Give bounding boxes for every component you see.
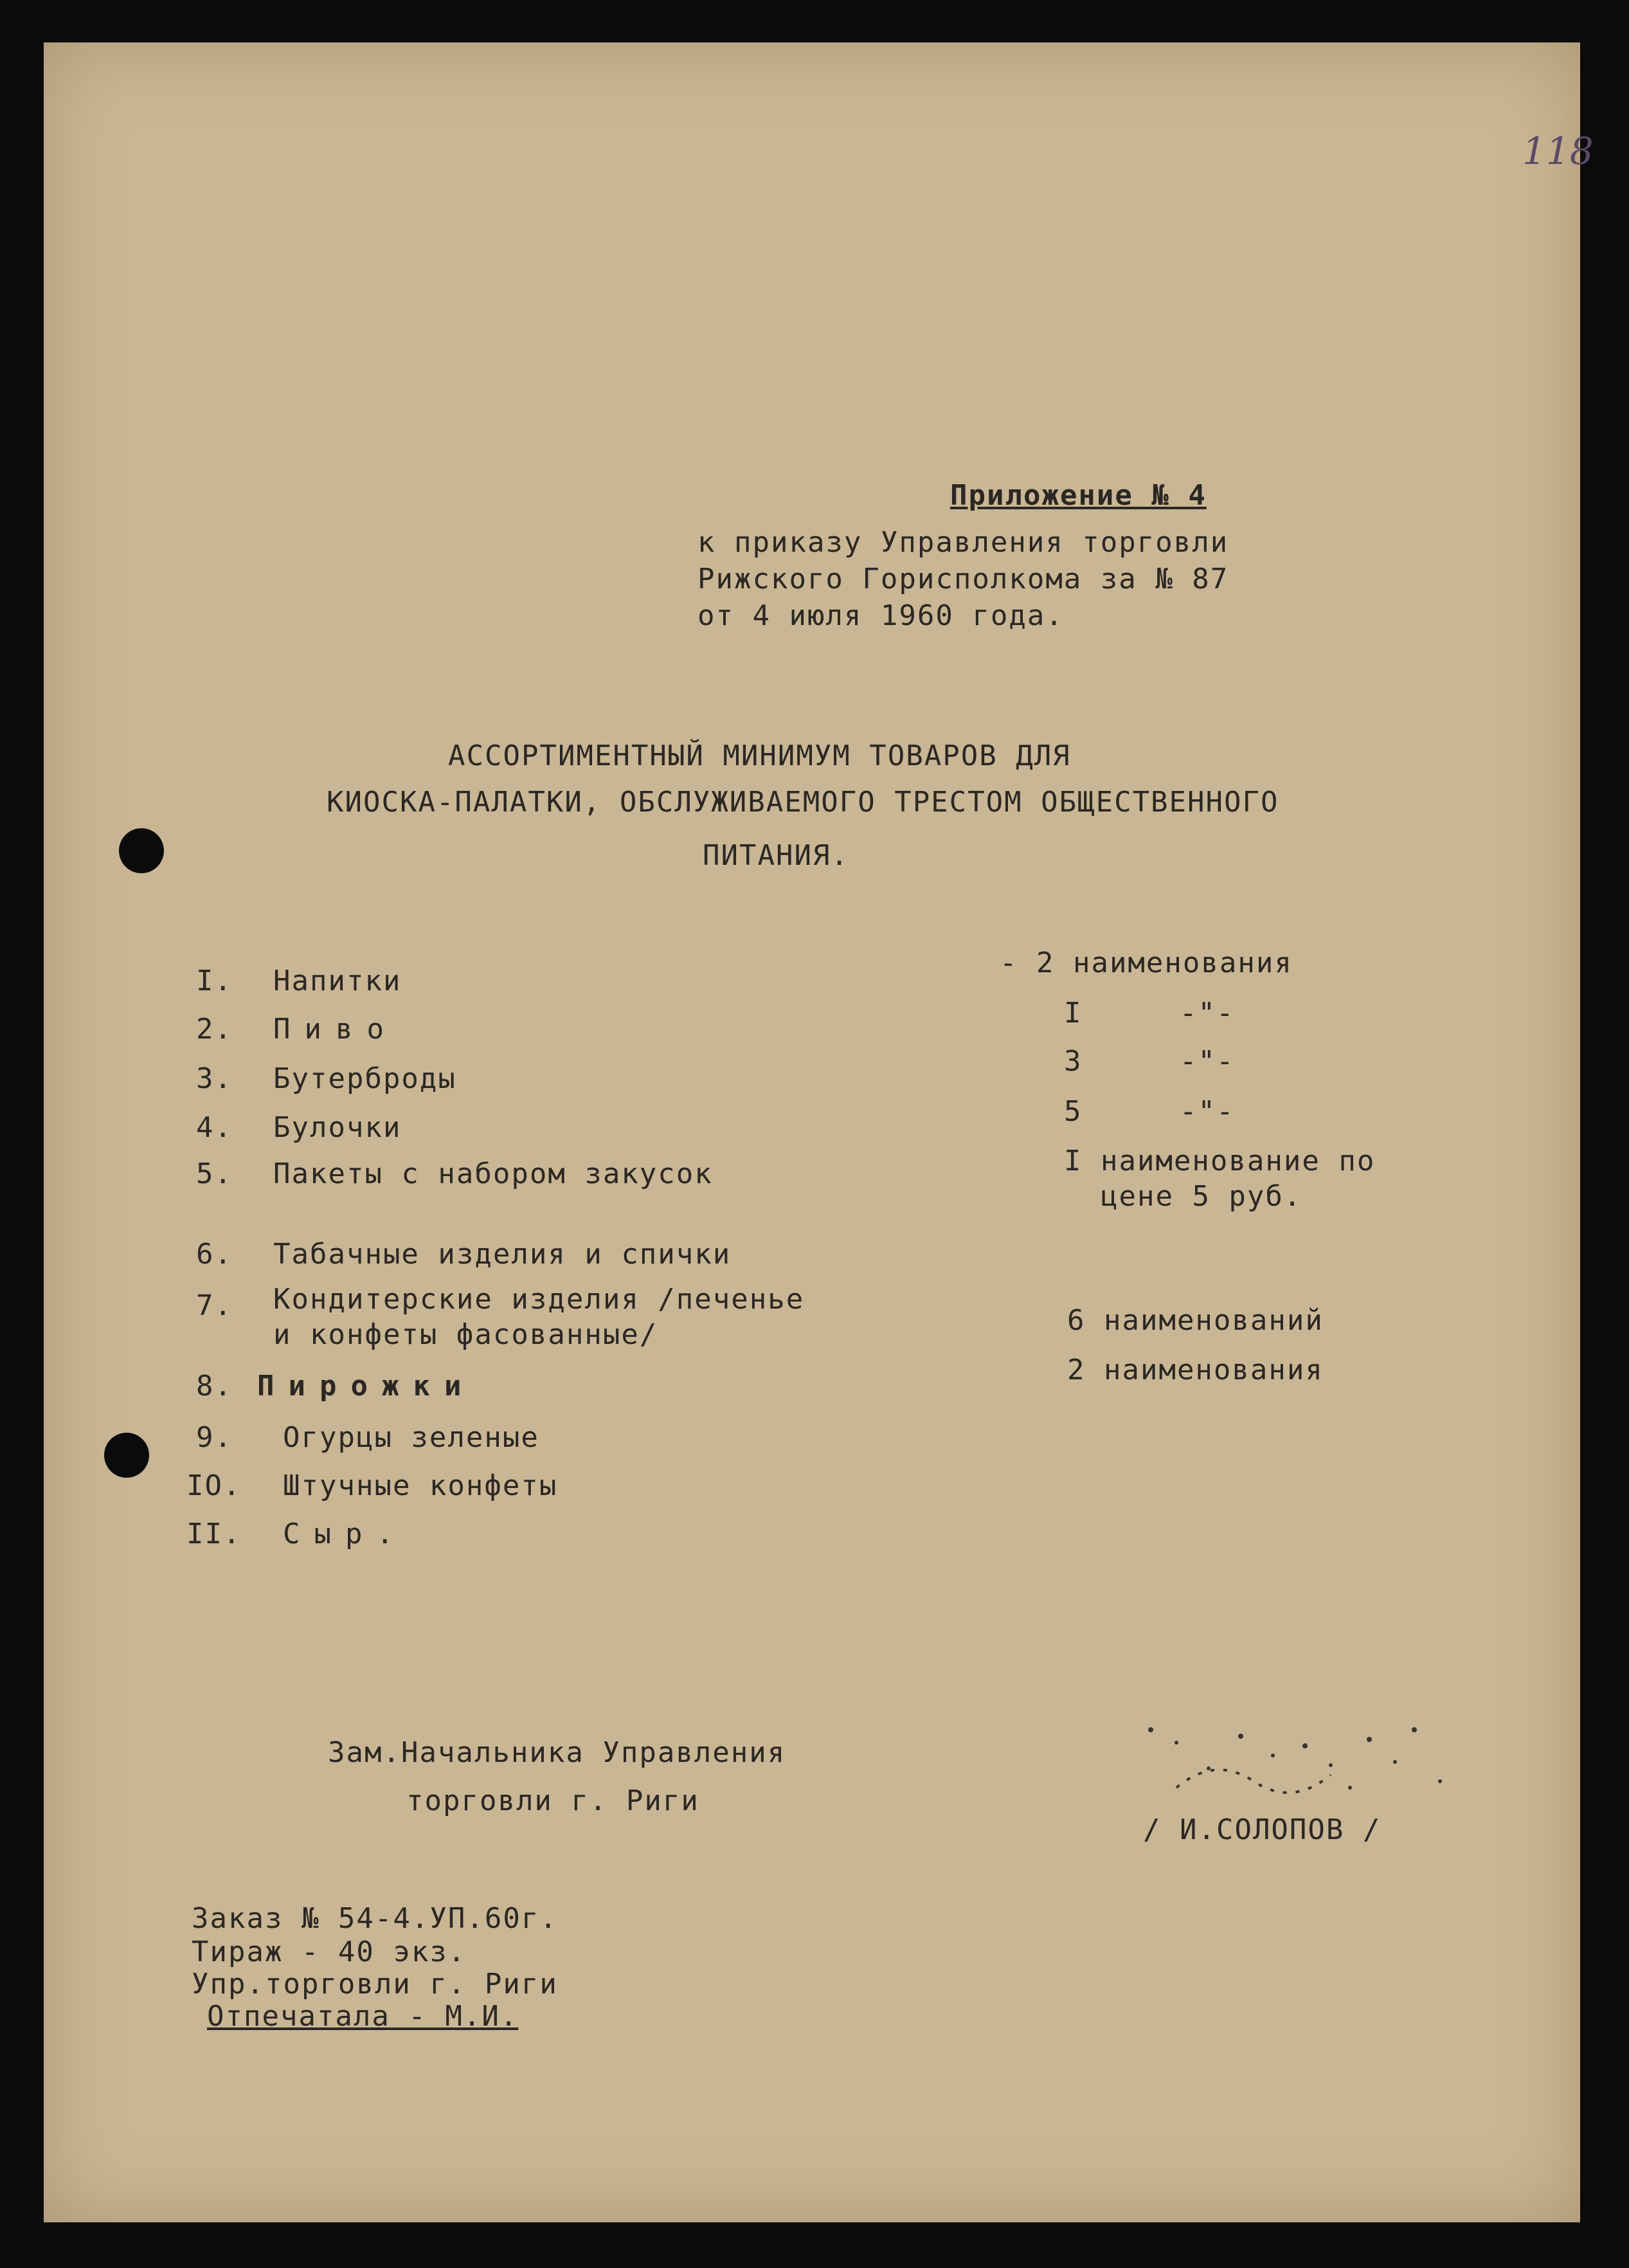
document-title-line-1: АССОРТИМЕНТНЫЙ МИНИМУМ ТОВАРОВ ДЛЯ bbox=[448, 739, 1071, 772]
item-name: Кондитерские изделия /печенье bbox=[273, 1283, 805, 1316]
item-name: Табачные изделия и спички bbox=[273, 1238, 732, 1271]
item-name: Сыр. bbox=[283, 1518, 408, 1550]
punch-hole bbox=[104, 1433, 149, 1478]
signatory-position-line-2: торговли г. Риги bbox=[406, 1784, 699, 1817]
ditto-mark: -"- bbox=[1180, 997, 1235, 1030]
print-order-line: Заказ № 54-4.УП.60г. bbox=[192, 1902, 558, 1935]
item-number: 8. bbox=[196, 1370, 233, 1402]
punch-hole bbox=[119, 828, 164, 873]
item-number: 3. bbox=[196, 1062, 233, 1095]
item-number: 5. bbox=[196, 1157, 233, 1190]
item-quantity: I наименование по bbox=[1064, 1145, 1376, 1177]
item-quantity-number: 5 bbox=[1064, 1095, 1083, 1128]
item-number: 4. bbox=[196, 1111, 233, 1144]
item-name: Пиво bbox=[273, 1013, 398, 1046]
ditto-mark: -"- bbox=[1180, 1095, 1235, 1128]
document-title-line-3: ПИТАНИЯ. bbox=[703, 839, 849, 872]
item-name: Напитки bbox=[273, 965, 402, 997]
header-line-3: от 4 июля 1960 года. bbox=[698, 599, 1064, 632]
item-name: Штучные конфеты bbox=[283, 1469, 558, 1502]
item-quantity-continued: цене 5 руб. bbox=[1101, 1180, 1302, 1213]
header-line-1: к приказу Управления торговли bbox=[698, 526, 1229, 559]
document-title-line-2: КИОСКА-ПАЛАТКИ, ОБСЛУЖИВАЕМОГО ТРЕСТОМ ОБЩЕСТВЕННОГО bbox=[327, 786, 1279, 819]
print-office-line: Упр.торговли г. Риги bbox=[192, 1968, 558, 2000]
item-name: Пакеты с набором закусок bbox=[273, 1157, 713, 1190]
item-quantity: 6 наименований bbox=[1067, 1304, 1324, 1337]
item-number: I. bbox=[196, 965, 233, 997]
typist-line: Отпечатала - М.И. bbox=[207, 2000, 519, 2033]
item-quantity: - 2 наименования bbox=[1000, 947, 1293, 979]
print-run-line: Тираж - 40 экз. bbox=[192, 1936, 467, 1968]
item-quantity-number: I bbox=[1064, 997, 1083, 1030]
item-number: 2. bbox=[196, 1013, 233, 1046]
item-name: Пирожки bbox=[257, 1370, 476, 1402]
header-line-2: Рижского Горисполкома за № 87 bbox=[698, 563, 1229, 595]
signatory-position-line-1: Зам.Начальника Управления bbox=[328, 1736, 786, 1769]
item-quantity-number: 3 bbox=[1064, 1045, 1083, 1078]
signatory-name: / И.СОЛОПОВ / bbox=[1143, 1813, 1382, 1846]
item-number: 9. bbox=[196, 1421, 233, 1454]
item-number: 6. bbox=[196, 1238, 233, 1271]
handwritten-signature-mark bbox=[1138, 1717, 1472, 1807]
item-number: II. bbox=[186, 1518, 242, 1550]
item-quantity: 2 наименования bbox=[1067, 1354, 1324, 1386]
appendix-label: Приложение № 4 bbox=[950, 479, 1207, 512]
item-name: Булочки bbox=[273, 1111, 402, 1144]
item-name-continued: и конфеты фасованные/ bbox=[273, 1318, 658, 1351]
item-number: IO. bbox=[186, 1469, 242, 1502]
page-number: 118 bbox=[1522, 129, 1594, 173]
ditto-mark: -"- bbox=[1180, 1045, 1235, 1078]
item-name: Огурцы зеленые bbox=[283, 1421, 539, 1454]
item-name: Бутерброды bbox=[273, 1062, 456, 1095]
item-number: 7. bbox=[196, 1289, 233, 1322]
